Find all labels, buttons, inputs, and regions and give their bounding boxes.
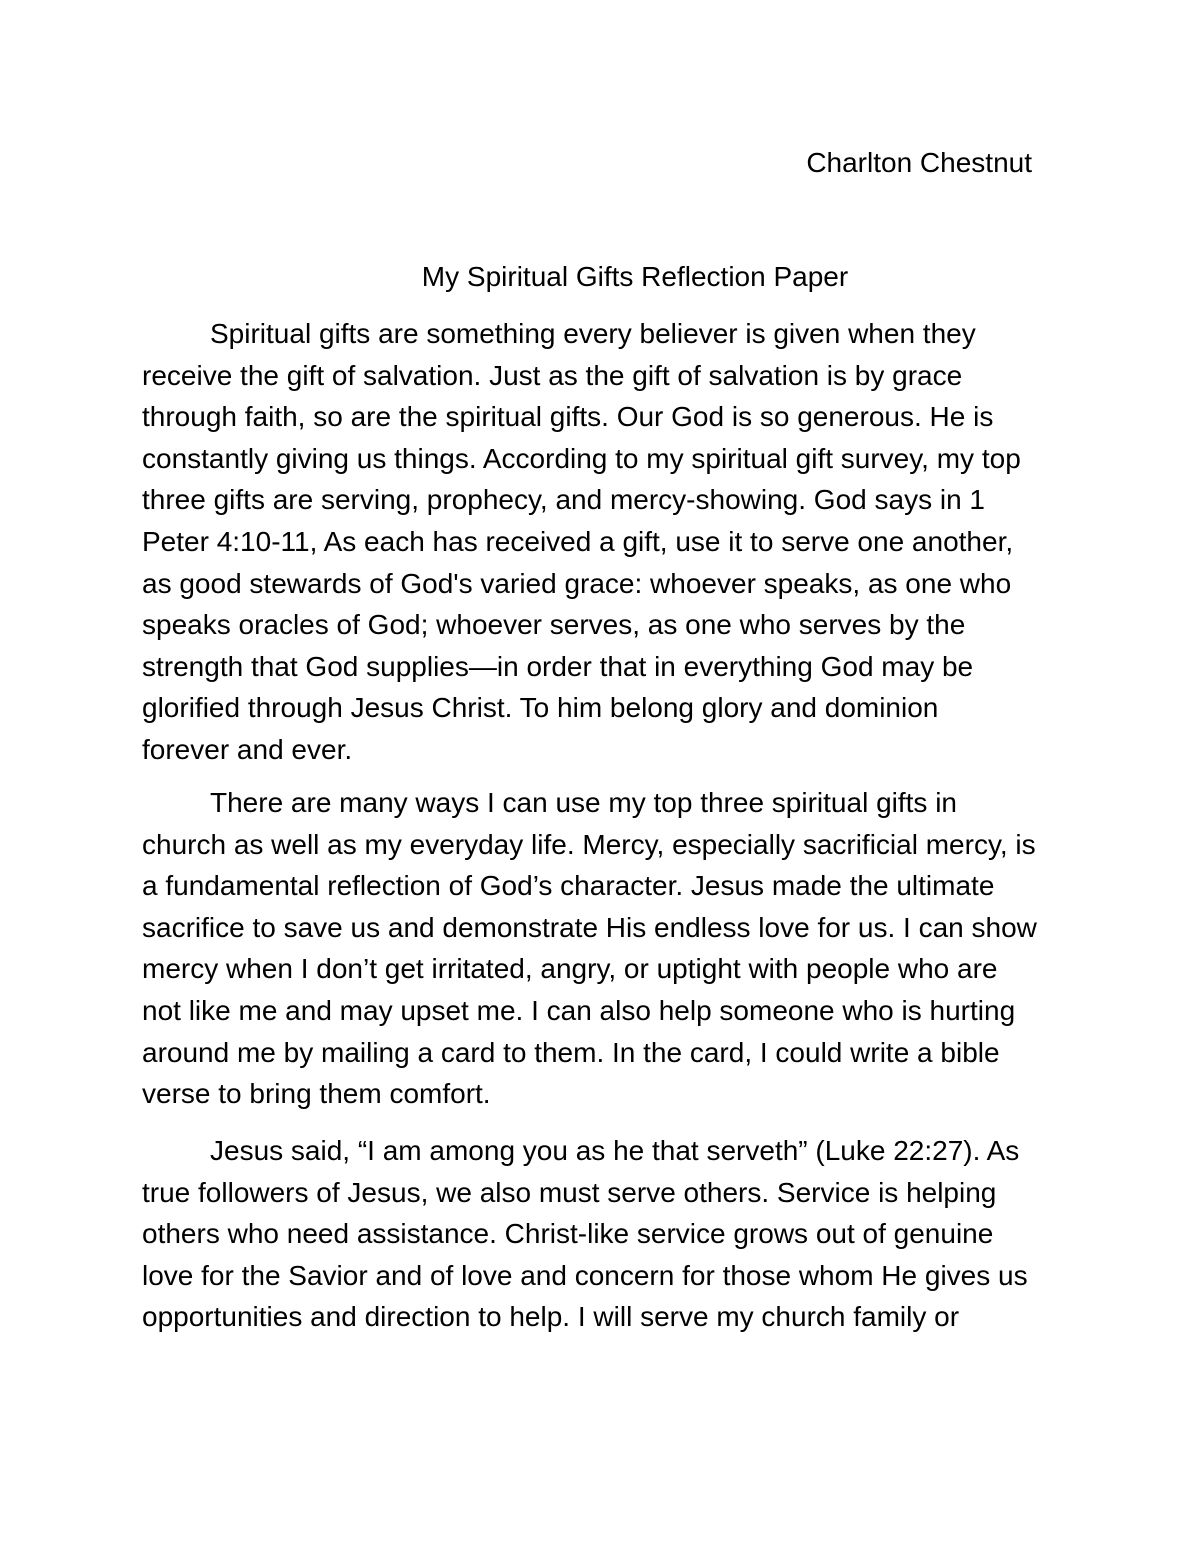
paragraph-line: Peter 4:10-11, As each has received a gift, use it to serve one another, xyxy=(142,525,1014,557)
paragraph-line: Spiritual gifts are something every believer is given when they xyxy=(210,318,976,349)
paper-title: My Spiritual Gifts Reflection Paper xyxy=(421,261,849,292)
paragraph-line: around me by mailing a card to them. In the card, I could write a bible xyxy=(142,1036,1000,1068)
paragraph-3 xyxy=(142,1130,1062,1338)
paragraph-line: speaks oracles of God; whoever serves, as one who serves by the xyxy=(142,609,966,641)
paragraph-1 xyxy=(142,313,1062,771)
paragraph-line: There are many ways I can use my top three spiritual gifts in xyxy=(210,787,957,818)
paragraph-line: three gifts are serving, prophecy, and mercy-showing. God says in 1 xyxy=(142,484,985,516)
paragraph-line: constantly giving us things. According to my spiritual gift survey, my top xyxy=(142,442,1021,474)
paragraph-line: receive the gift of salvation. Just as the gift of salvation is by grace xyxy=(142,359,963,391)
author-name: Charlton Chestnut xyxy=(806,147,1032,178)
paragraph-line: glorified through Jesus Christ. To him belong glory and dominion xyxy=(142,692,939,724)
paragraph-2 xyxy=(142,782,1062,1115)
paragraph-line: through faith, so are the spiritual gifts. Our God is so generous. He is xyxy=(142,401,994,433)
paragraph-line: verse to bring them comfort. xyxy=(142,1078,491,1110)
paragraph-line: church as well as my everyday life. Mercy, especially sacrificial mercy, is xyxy=(142,828,1036,860)
paragraph-line: mercy when I don’t get irritated, angry, or uptight with people who are xyxy=(142,953,998,985)
paragraph-line: others who need assistance. Christ-like service grows out of genuine xyxy=(142,1218,994,1250)
paragraph-line: true followers of Jesus, we also must serve others. Service is helping xyxy=(142,1176,997,1208)
paragraph-line: opportunities and direction to help. I will serve my church family or xyxy=(142,1301,960,1333)
paragraph-line: forever and ever. xyxy=(142,733,353,765)
paragraph-line: sacrifice to save us and demonstrate His endless love for us. I can show xyxy=(142,911,1037,943)
paragraph-line: not like me and may upset me. I can also help someone who is hurting xyxy=(142,994,1016,1026)
paragraph-line: love for the Savior and of love and concern for those whom He gives us xyxy=(142,1259,1028,1291)
paragraph-line: strength that God supplies—in order that in everything God may be xyxy=(142,650,974,682)
paragraph-line: Jesus said, “I am among you as he that serveth” (Luke 22:27). As xyxy=(210,1135,1020,1166)
paragraph-line: as good stewards of God's varied grace: whoever speaks, as one who xyxy=(142,567,1012,599)
paragraph-line: a fundamental reflection of God’s character. Jesus made the ultimate xyxy=(142,870,995,902)
